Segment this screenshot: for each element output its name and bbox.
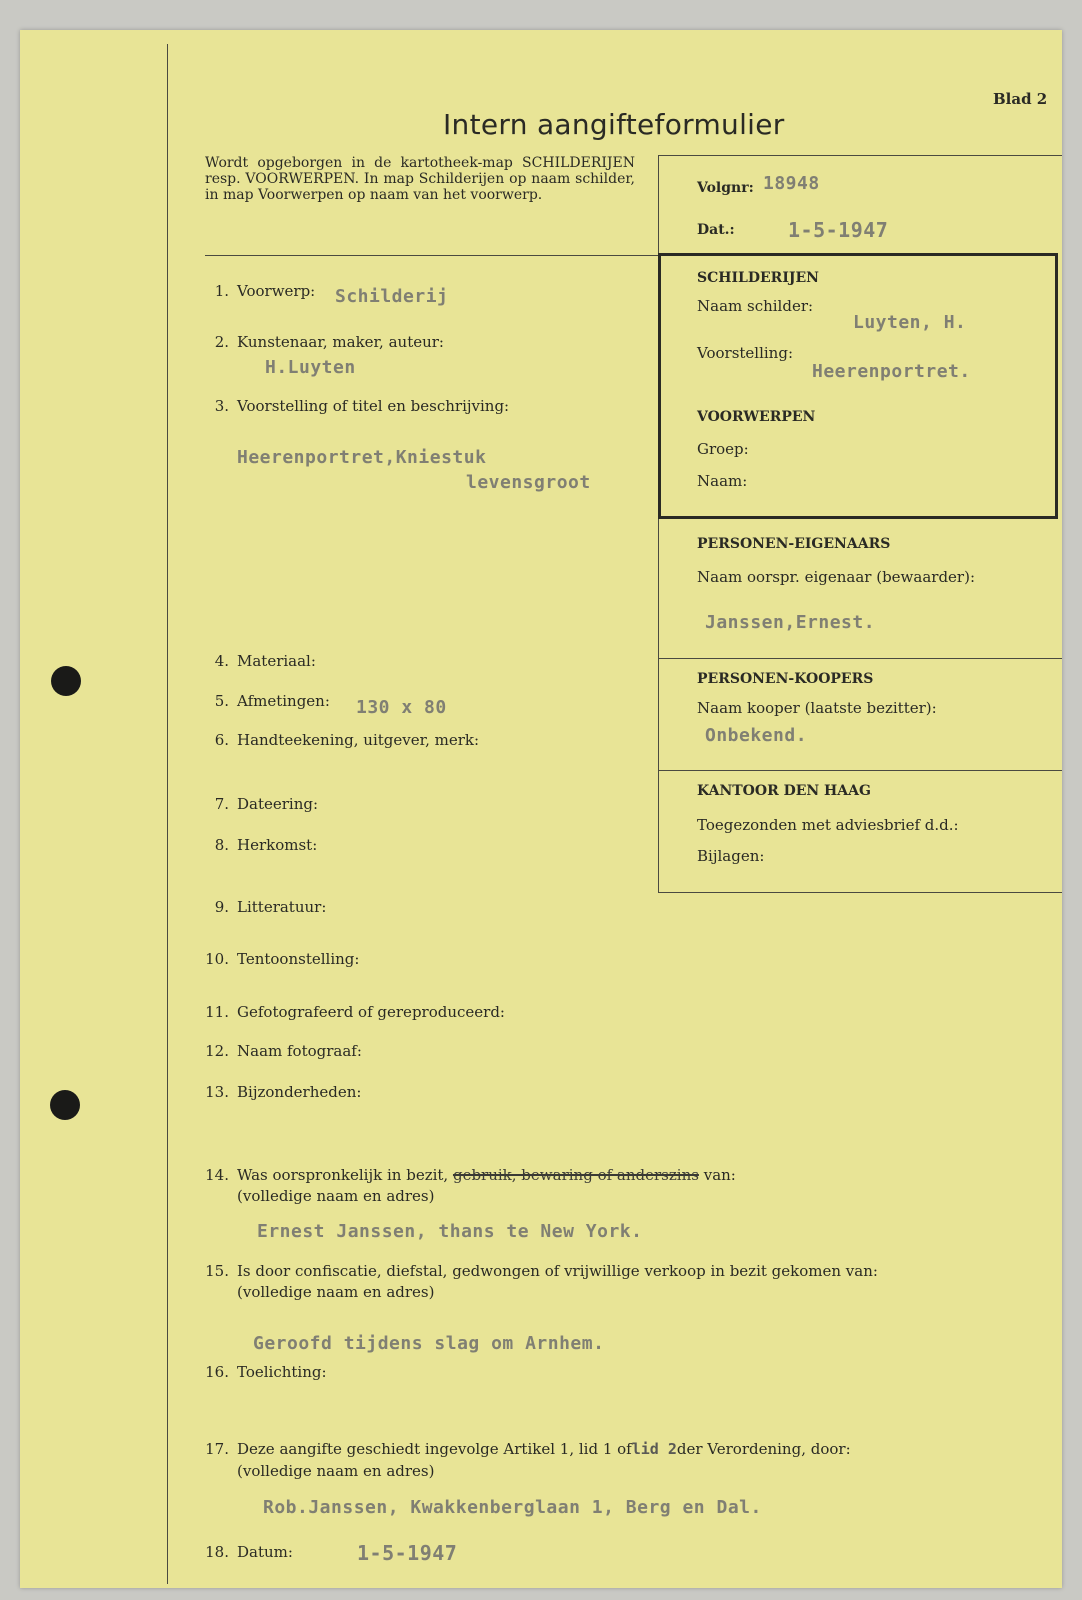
volgnr-value: 18948 bbox=[763, 173, 820, 194]
bijlagen-label: Bijlagen: bbox=[697, 847, 765, 865]
toegezonden-label: Toegezonden met adviesbrief d.d.: bbox=[697, 816, 959, 834]
item-17-value: Rob.Janssen, Kwakkenberglaan 1, Berg en Dal. bbox=[263, 1497, 762, 1518]
voorstelling-value: Heerenportret. bbox=[812, 361, 971, 382]
volgnr-label: Volgnr: bbox=[697, 180, 754, 196]
item-17-sub: (volledige naam en adres) bbox=[237, 1462, 435, 1480]
divider bbox=[658, 770, 1062, 771]
page-number: Blad 2 bbox=[993, 90, 1048, 108]
voorstelling-value-2: levensgroot bbox=[466, 472, 591, 493]
item-14-sub: (volledige naam en adres) bbox=[237, 1187, 435, 1205]
item-13: 13. Bijzonderheden: bbox=[205, 1083, 362, 1101]
kunstenaar-value: H.Luyten bbox=[265, 357, 356, 378]
divider bbox=[658, 519, 659, 893]
item-3: 3. Voorstelling of titel en beschrijving: bbox=[214, 397, 510, 415]
item-8: 8. Herkomst: bbox=[214, 836, 318, 854]
item-15: 15. Is door confiscatie, diefstal, gedwongen of vrijwillige verkoop in bezit gekomen van: bbox=[205, 1262, 878, 1280]
item-1: 1. Voorwerp: bbox=[214, 282, 316, 300]
intro-text: Wordt opgeborgen in de kartotheek-map SCHILDERIJEN resp. VOORWERPEN. In map Schilderijen op naam schilder, in map Voorwerpen op naam van het voorwerp. bbox=[205, 155, 635, 203]
naam-schilder-value: Luyten, H. bbox=[853, 312, 967, 333]
kooper-label: Naam kooper (laatste bezitter): bbox=[697, 699, 937, 717]
form-title: Intern aangifteformulier bbox=[443, 108, 785, 141]
divider bbox=[658, 892, 1062, 893]
item-5: 5. Afmetingen: bbox=[214, 692, 330, 710]
eigenaar-value: Janssen,Ernest. bbox=[705, 612, 876, 633]
item-14: 14. Was oorspronkelijk in bezit, gebruik, bewaring of anderszins van: bbox=[205, 1166, 736, 1184]
margin-line bbox=[167, 44, 168, 1584]
naam-label: Naam: bbox=[697, 472, 748, 490]
schilderijen-heading: SCHILDERIJEN bbox=[697, 270, 819, 286]
voorstelling-label: Voorstelling: bbox=[697, 344, 793, 362]
kooper-value: Onbekend. bbox=[705, 725, 808, 746]
afmetingen-value: 130 x 80 bbox=[356, 697, 447, 718]
item-15-value: Geroofd tijdens slag om Arnhem. bbox=[253, 1333, 605, 1354]
item-17: 17. Deze aangifte geschiedt ingevolge Artikel 1, lid 1 oflid 2der Verordening, door: bbox=[205, 1440, 851, 1458]
item-6: 6. Handteekening, uitgever, merk: bbox=[214, 731, 480, 749]
item-2: 2. Kunstenaar, maker, auteur: bbox=[214, 333, 444, 351]
item-15-sub: (volledige naam en adres) bbox=[237, 1283, 435, 1301]
dat-value: 1-5-1947 bbox=[788, 218, 889, 242]
groep-label: Groep: bbox=[697, 440, 749, 458]
divider bbox=[205, 255, 658, 256]
dat-label: Dat.: bbox=[697, 222, 735, 238]
struck-text: lid 2 bbox=[631, 1440, 677, 1458]
struck-text: gebruik, bewaring of anderszins bbox=[452, 1166, 699, 1184]
item-4: 4. Materiaal: bbox=[214, 652, 316, 670]
punch-hole-bottom bbox=[50, 1090, 80, 1120]
item-18: 18. Datum: bbox=[205, 1543, 293, 1561]
eigenaars-heading: PERSONEN-EIGENAARS bbox=[697, 536, 891, 552]
datum-value: 1-5-1947 bbox=[357, 1541, 458, 1565]
item-11: 11. Gefotografeerd of gereproduceerd: bbox=[205, 1003, 505, 1021]
punch-hole-top bbox=[51, 666, 81, 696]
item-9: 9. Litteratuur: bbox=[214, 898, 327, 916]
voorstelling-value-1: Heerenportret,Kniestuk bbox=[237, 447, 487, 468]
item-10: 10. Tentoonstelling: bbox=[205, 950, 360, 968]
voorwerp-value: Schilderij bbox=[335, 286, 449, 307]
divider bbox=[658, 155, 1062, 156]
item-16: 16. Toelichting: bbox=[205, 1363, 327, 1381]
item-14-value: Ernest Janssen, thans te New York. bbox=[257, 1221, 643, 1242]
divider bbox=[658, 658, 1062, 659]
naam-schilder-label: Naam schilder: bbox=[697, 297, 814, 315]
kantoor-heading: KANTOOR DEN HAAG bbox=[697, 783, 871, 799]
voorwerpen-heading: VOORWERPEN bbox=[697, 409, 816, 425]
divider bbox=[658, 155, 659, 255]
item-12: 12. Naam fotograaf: bbox=[205, 1042, 362, 1060]
eigenaar-label: Naam oorspr. eigenaar (bewaarder): bbox=[697, 568, 976, 586]
item-7: 7. Dateering: bbox=[214, 795, 319, 813]
koopers-heading: PERSONEN-KOOPERS bbox=[697, 671, 874, 687]
